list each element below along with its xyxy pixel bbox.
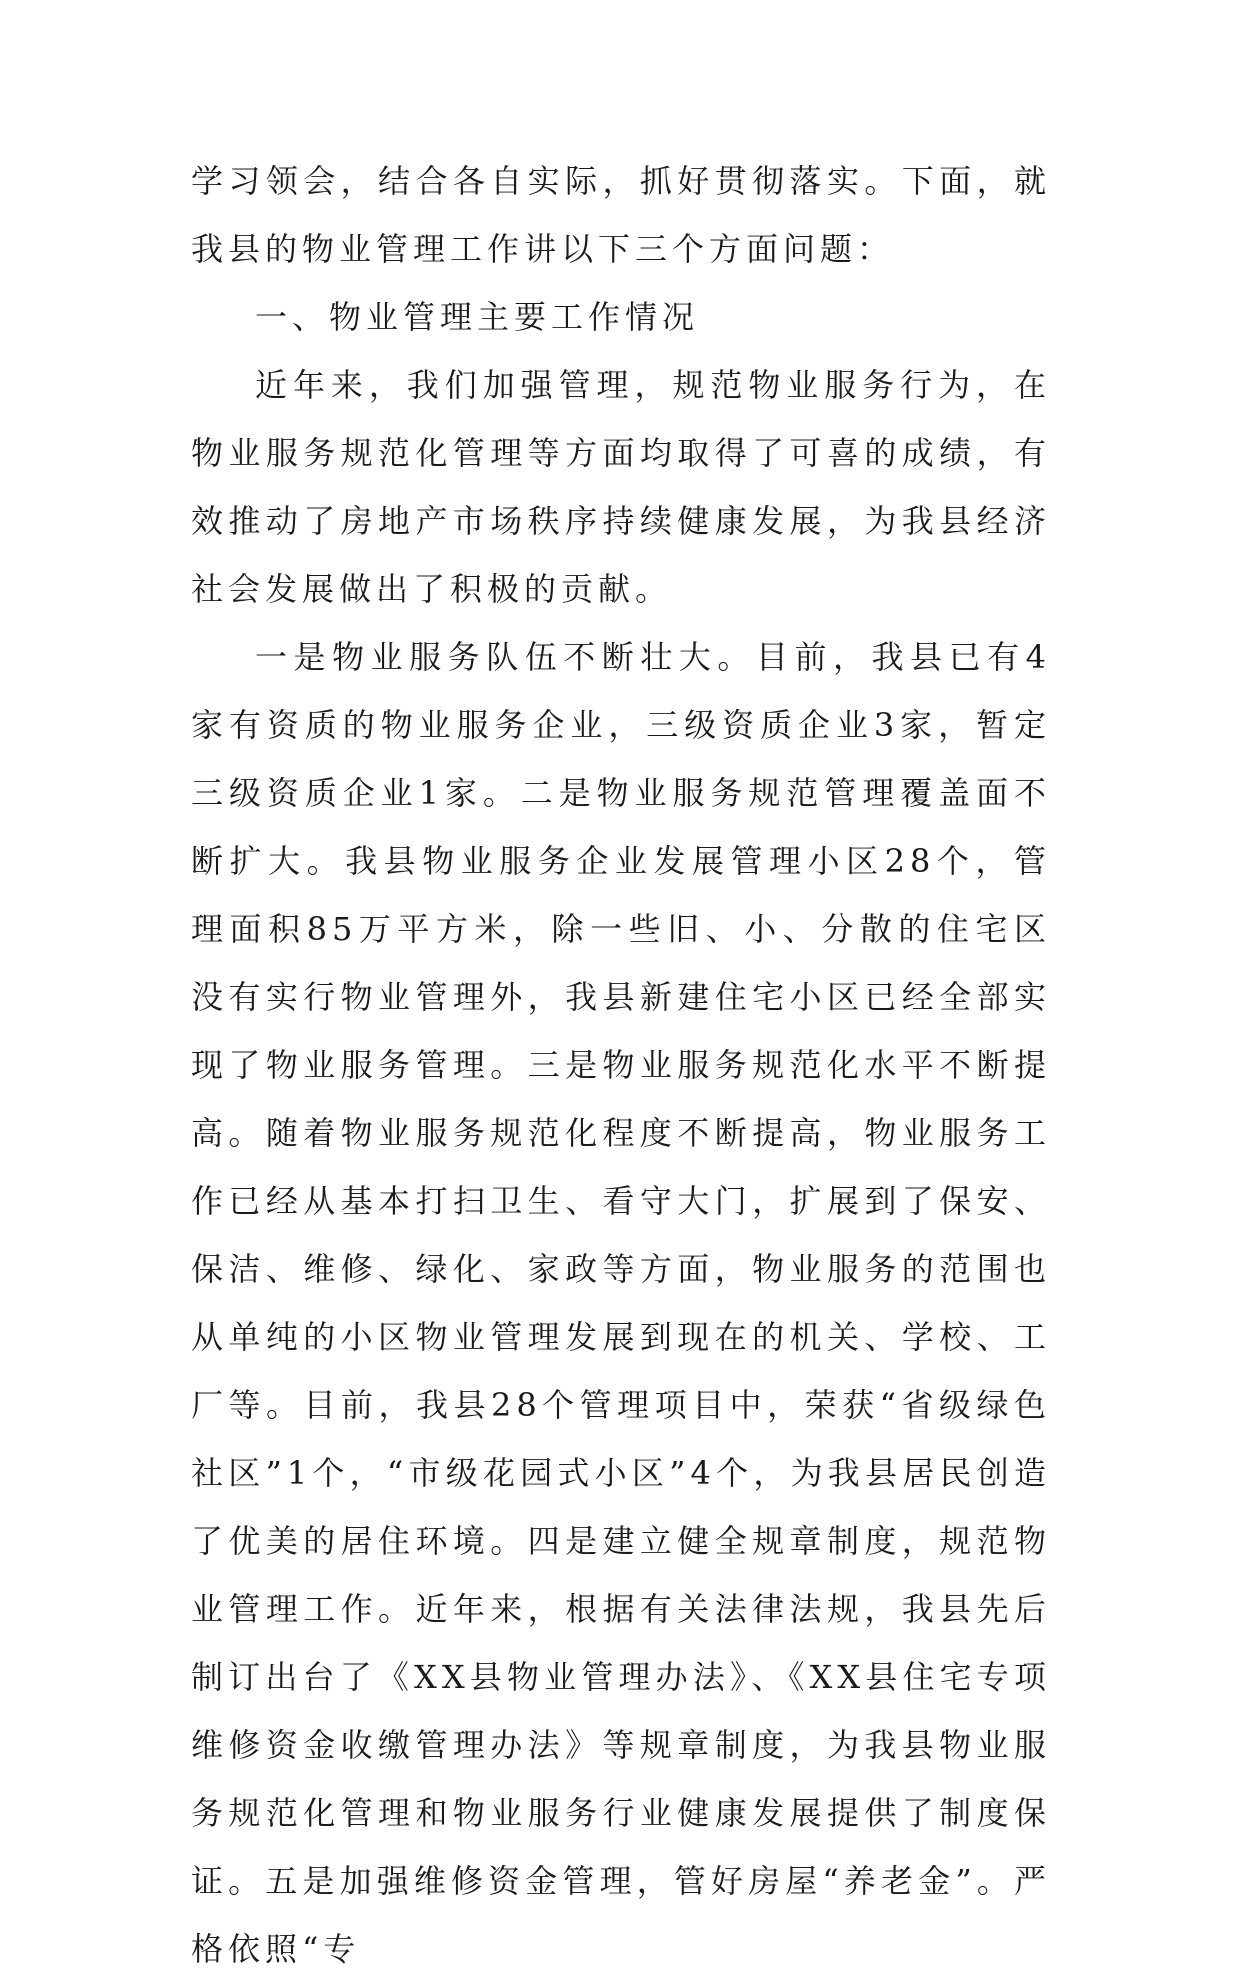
section-heading: 一、物业管理主要工作情况 (255, 298, 700, 336)
paragraph-intro: 学习领会，结合各自实际，抓好贯彻落实。下面，就我县的物业管理工作讲以下三个方面问题： (191, 162, 1051, 268)
document-body (191, 147, 1051, 1983)
paragraph-overview: 近年来，我们加强管理，规范物业服务行为，在物业服务规范化管理等方面均取得了可喜的成绩，有效推动了房地产市场秩序持续健康发展，为我县经济社会发展做出了积极的贡献。 (191, 366, 1051, 608)
paragraph-details: 一是物业服务队伍不断壮大。目前，我县已有4家有资质的物业服务企业，三级资质企业3家，暂定三级资质企业1家。二是物业服务规范管理覆盖面不断扩大。我县物业服务企业发展管理小区28个，管理面积85万平方米，除一些旧、小、分散的住宅区没有实行物业管理外，我县新建住宅小区已经全部实现了物业服务管理。三是物业服务规范化水平不断提高。随着物业服务规范化程度不断提高，物业服务工作已经从基本打扫卫生、看守大门，扩展到了保安、保洁、维修、绿化、家政等方面，物业服务的范围也从单纯的小区物业管理发展到现在的机关、学校、工厂等。目前，我县28个管理项目中，荣获“省级绿色社区”1个，“市级花园式小区”4个，为我县居民创造了优美的居住环境。四是建立健全规章制度，规范物业管理工作。近年来，根据有关法律法规，我县先后制订出台了《XX县物业管理办法》、《XX县住宅专项维修资金收缴管理办法》等规章制度，为我县物业服务规范化管理和物业服务行业健康发展提供了制度保证。五是加强维修资金管理，管好房屋“养老金”。严格依照“专 (191, 638, 1051, 1968)
